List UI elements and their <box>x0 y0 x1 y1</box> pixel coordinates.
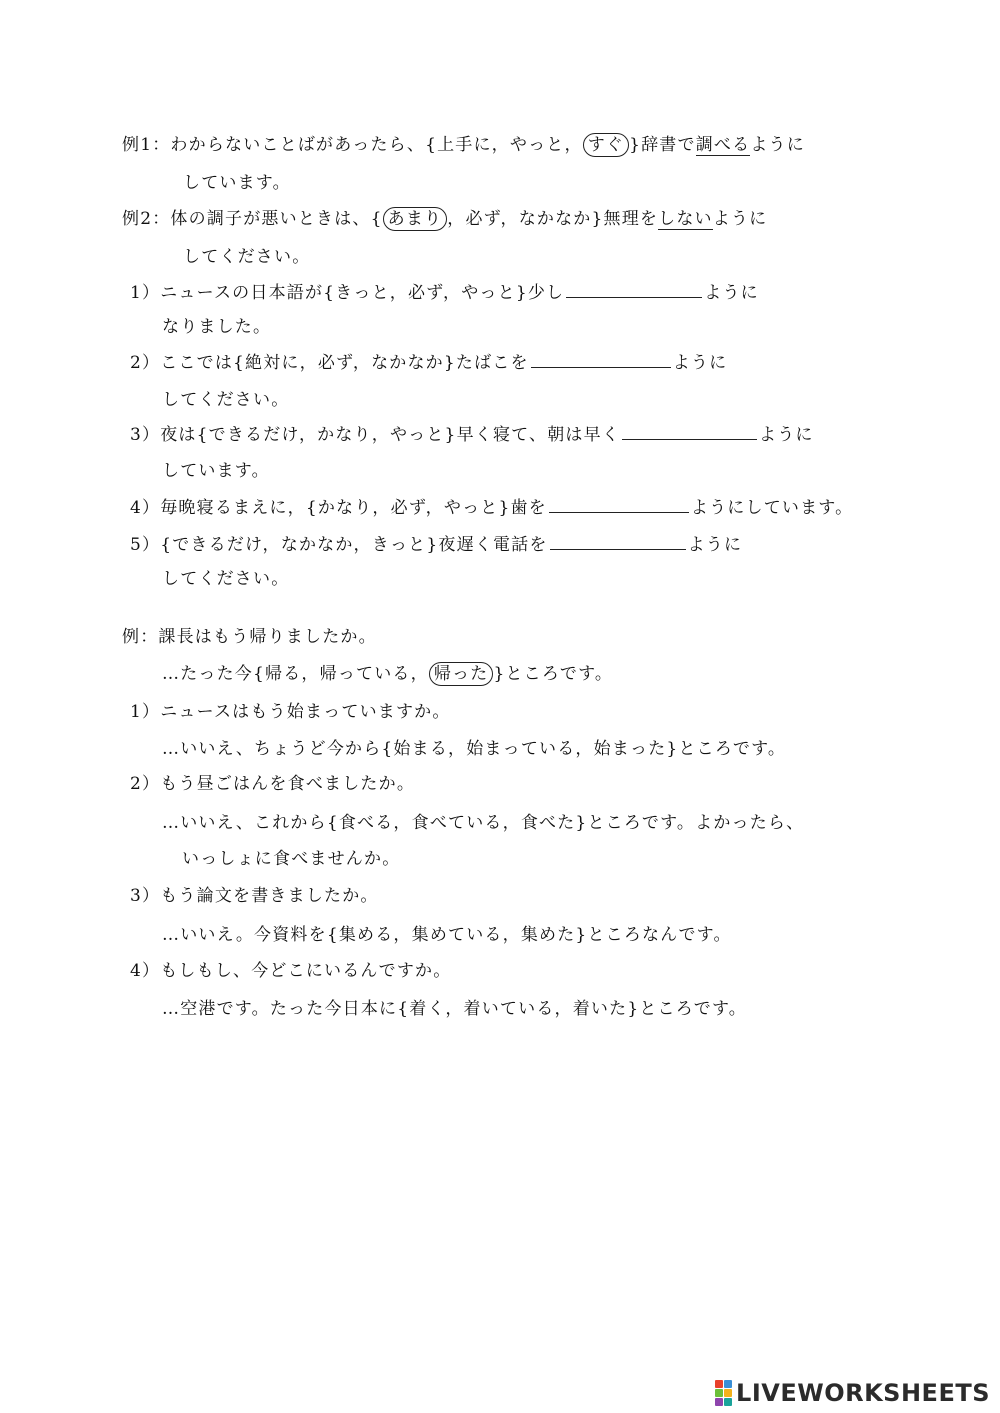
question-1-2: 2）ここでは{絶対に，必ず，なかなか}たばこを ように <box>130 353 728 373</box>
question-2-3-answer-line[interactable]: …いいえ。今資料を{集める，集めている，集めた}ところなんです。 <box>162 925 732 945</box>
question-2-4: 4）もしもし、今どこにいるんですか。 <box>130 961 452 981</box>
liveworksheets-logo-icon <box>715 1380 732 1406</box>
example-3-line-2: …たった今{帰る，帰っている， 帰った }ところです。 <box>162 664 614 684</box>
answer-blank[interactable] <box>550 535 686 550</box>
question-1-5-line-2: してください。 <box>162 569 290 589</box>
question-2-3: 3）もう論文を書きましたか。 <box>130 886 379 906</box>
logo-block <box>715 1398 723 1406</box>
brand-name: LIVEWORKSHEETS <box>736 1379 990 1407</box>
question-2-2-line-3: いっしょに食べませんか。 <box>182 849 401 869</box>
question-1-3: 3）夜は{できるだけ，かなり，やっと}早く寝て、朝は早く ように <box>130 425 814 445</box>
answer-blank[interactable] <box>549 498 689 513</box>
question-1-5: 5）{できるだけ，なかなか，きっと}夜遅く電話を ように <box>130 535 743 555</box>
question-2-1: 1）ニュースはもう始まっていますか。 <box>130 702 451 722</box>
logo-block <box>724 1380 732 1388</box>
answer-blank[interactable] <box>531 353 671 368</box>
question-1-4: 4）毎晩寝るまえに，{かなり，必ず，やっと}歯を ようにしています。 <box>130 498 854 518</box>
example-1-line-2: しています。 <box>183 173 291 193</box>
answer-blank[interactable] <box>566 283 702 298</box>
logo-block <box>715 1389 723 1397</box>
example-2-line-2: してください。 <box>183 247 311 267</box>
logo-block <box>724 1398 732 1406</box>
logo-block <box>715 1380 723 1388</box>
example-1-line-1: 例1：わからないことばがあったら、{上手に，やっと， すぐ }辞書で調べるように <box>122 135 805 155</box>
question-1-1: 1）ニュースの日本語が{きっと，必ず，やっと}少し ように <box>130 283 759 303</box>
circled-answer: 帰った <box>429 662 494 686</box>
question-1-1-line-2: なりました。 <box>162 317 272 337</box>
example-2-line-1: 例2：体の調子が悪いときは、{ あまり ，必ず，なかなか}無理をしないように <box>122 209 768 229</box>
question-1-2-line-2: してください。 <box>162 390 290 410</box>
liveworksheets-brand <box>715 1378 990 1408</box>
answer-blank[interactable] <box>622 425 757 440</box>
example-2-label: 例2： <box>122 209 171 229</box>
circled-answer: あまり <box>383 207 448 231</box>
question-2-2-answer-line[interactable]: …いいえ、これから{食べる，食べている，食べた}ところです。よかったら、 <box>162 813 805 833</box>
question-2-1-answer-line[interactable]: …いいえ、ちょうど今から{始まる，始まっている，始まった}ところです。 <box>162 739 787 759</box>
example-1-label: 例1： <box>122 135 171 155</box>
example-3-line-1: 例：課長はもう帰りましたか。 <box>122 627 377 647</box>
circled-answer: すぐ <box>583 133 629 157</box>
underlined-answer: しない <box>658 209 713 229</box>
question-2-4-answer-line[interactable]: …空港です。たった今日本に{着く，着いている，着いた}ところです。 <box>162 999 748 1019</box>
logo-block <box>724 1389 732 1397</box>
question-1-3-line-2: しています。 <box>162 461 270 481</box>
underlined-answer: 調べる <box>695 135 751 155</box>
question-2-2: 2）もう昼ごはんを食べましたか。 <box>130 774 416 794</box>
